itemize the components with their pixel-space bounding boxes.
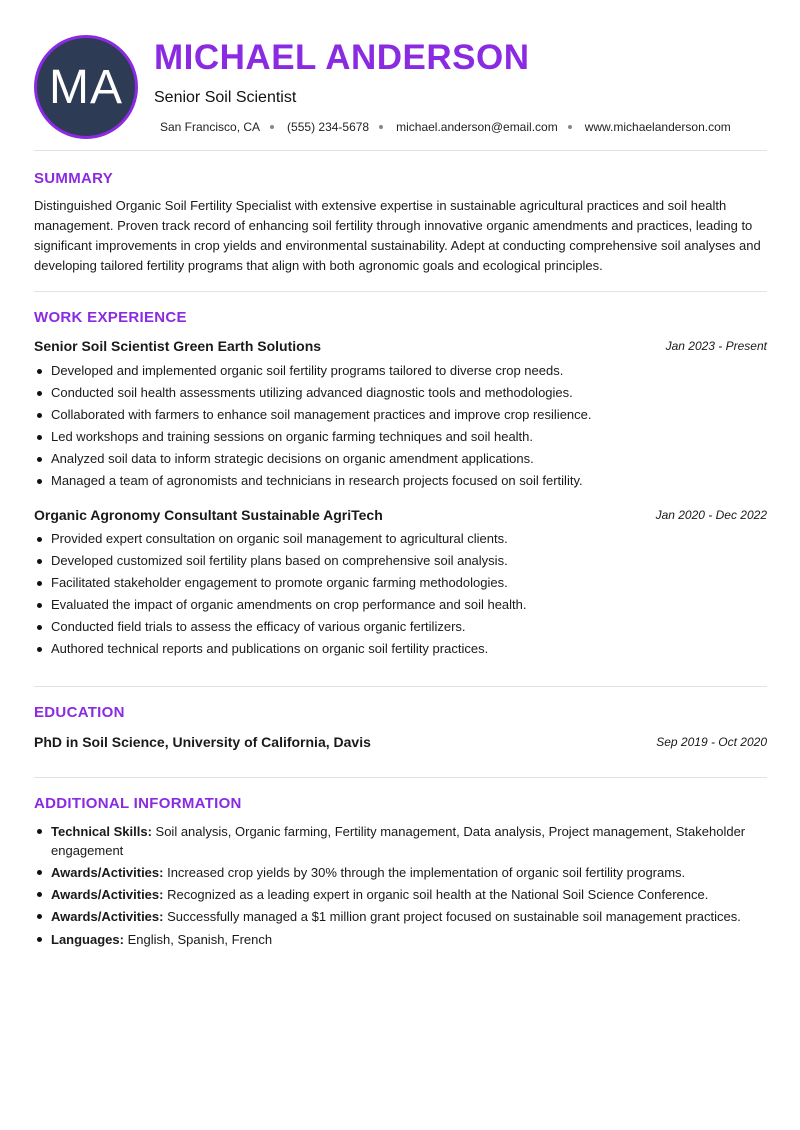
experience-heading: WORK EXPERIENCE	[34, 309, 187, 326]
job-dates: Jan 2020 - Dec 2022	[655, 508, 767, 522]
info-label: Awards/Activities:	[51, 865, 164, 880]
avatar-initials: MA	[49, 60, 123, 114]
contact-phone: (555) 234-5678	[287, 120, 370, 134]
summary-heading: SUMMARY	[34, 170, 114, 187]
job-bullets	[34, 528, 767, 660]
education-dates: Sep 2019 - Oct 2020	[656, 735, 767, 749]
additional-heading: ADDITIONAL INFORMATION	[34, 795, 242, 812]
list-item: Conducted soil health assessments utilizing advanced diagnostic tools and methodologies.	[34, 382, 767, 404]
divider	[34, 686, 767, 687]
list-item	[34, 885, 767, 904]
info-text: Soil analysis, Organic farming, Fertility management, Data analysis, Project management, Stakeholder engagement	[51, 824, 746, 858]
candidate-name: MICHAEL ANDERSON	[154, 38, 530, 77]
list-item: Authored technical reports and publications on organic soil fertility practices.	[34, 638, 767, 660]
info-text: Recognized as a leading expert in organic soil health at the National Soil Science Conference.	[163, 887, 709, 902]
list-item	[34, 822, 767, 860]
info-text: English, Spanish, French	[123, 932, 273, 947]
list-item: Developed customized soil fertility plans based on comprehensive soil analysis.	[34, 550, 767, 572]
divider	[34, 291, 767, 292]
info-label: Awards/Activities:	[51, 887, 164, 902]
summary-text: Distinguished Organic Soil Fertility Specialist with extensive expertise in sustainable agricultural practices and soil health management. Proven track record of enhancing soil fertility through innovative organic amendments and practices, leading to significant improvements in crop yields and environmental sustainability. Adept at conducting comprehensive soil analyses and developing tailored fertility programs that align with both agronomic goals and ecological principles.	[34, 198, 761, 273]
contact-email[interactable]: michael.anderson@email.com	[396, 120, 558, 134]
list-item	[34, 930, 767, 949]
divider	[34, 777, 767, 778]
list-item: Conducted field trials to assess the efficacy of various organic fertilizers.	[34, 616, 767, 638]
avatar	[34, 35, 138, 139]
list-item: Evaluated the impact of organic amendments on crop performance and soil health.	[34, 594, 767, 616]
divider	[34, 150, 767, 151]
info-text: Successfully managed a $1 million grant project focused on sustainable soil management practices.	[163, 909, 741, 924]
separator-dot	[379, 125, 383, 129]
education-heading: EDUCATION	[34, 704, 125, 721]
info-label: Technical Skills:	[51, 824, 152, 839]
additional-list	[34, 822, 767, 952]
list-item	[34, 863, 767, 882]
list-item: Collaborated with farmers to enhance soil management practices and improve crop resilience.	[34, 404, 767, 426]
candidate-title: Senior Soil Scientist	[154, 89, 297, 106]
list-item	[34, 907, 767, 926]
degree: PhD in Soil Science, University of California, Davis	[34, 734, 371, 750]
list-item: Facilitated stakeholder engagement to promote organic farming methodologies.	[34, 572, 767, 594]
contact-bar	[160, 120, 731, 134]
separator-dot	[270, 125, 274, 129]
contact-website[interactable]: www.michaelanderson.com	[584, 120, 731, 134]
list-item: Provided expert consultation on organic soil management to agricultural clients.	[34, 528, 767, 550]
job-header	[34, 507, 767, 525]
job-role: Organic Agronomy Consultant Sustainable AgriTech	[34, 507, 383, 523]
job-dates: Jan 2023 - Present	[665, 339, 767, 353]
list-item: Developed and implemented organic soil fertility programs tailored to diverse crop needs.	[34, 360, 767, 382]
contact-location: San Francisco, CA	[160, 120, 261, 134]
separator-dot	[568, 125, 572, 129]
job-bullets	[34, 360, 767, 492]
info-label: Languages:	[51, 932, 124, 947]
education-entry	[34, 734, 767, 752]
list-item: Led workshops and training sessions on organic farming techniques and soil health.	[34, 426, 767, 448]
info-text: Increased crop yields by 30% through the implementation of organic soil fertility programs.	[163, 865, 686, 880]
info-label: Awards/Activities:	[51, 909, 164, 924]
list-item: Managed a team of agronomists and technicians in research projects focused on soil fertility.	[34, 470, 767, 492]
job-header	[34, 338, 767, 356]
list-item: Analyzed soil data to inform strategic decisions on organic amendment applications.	[34, 448, 767, 470]
job-role: Senior Soil Scientist Green Earth Solutions	[34, 338, 322, 354]
